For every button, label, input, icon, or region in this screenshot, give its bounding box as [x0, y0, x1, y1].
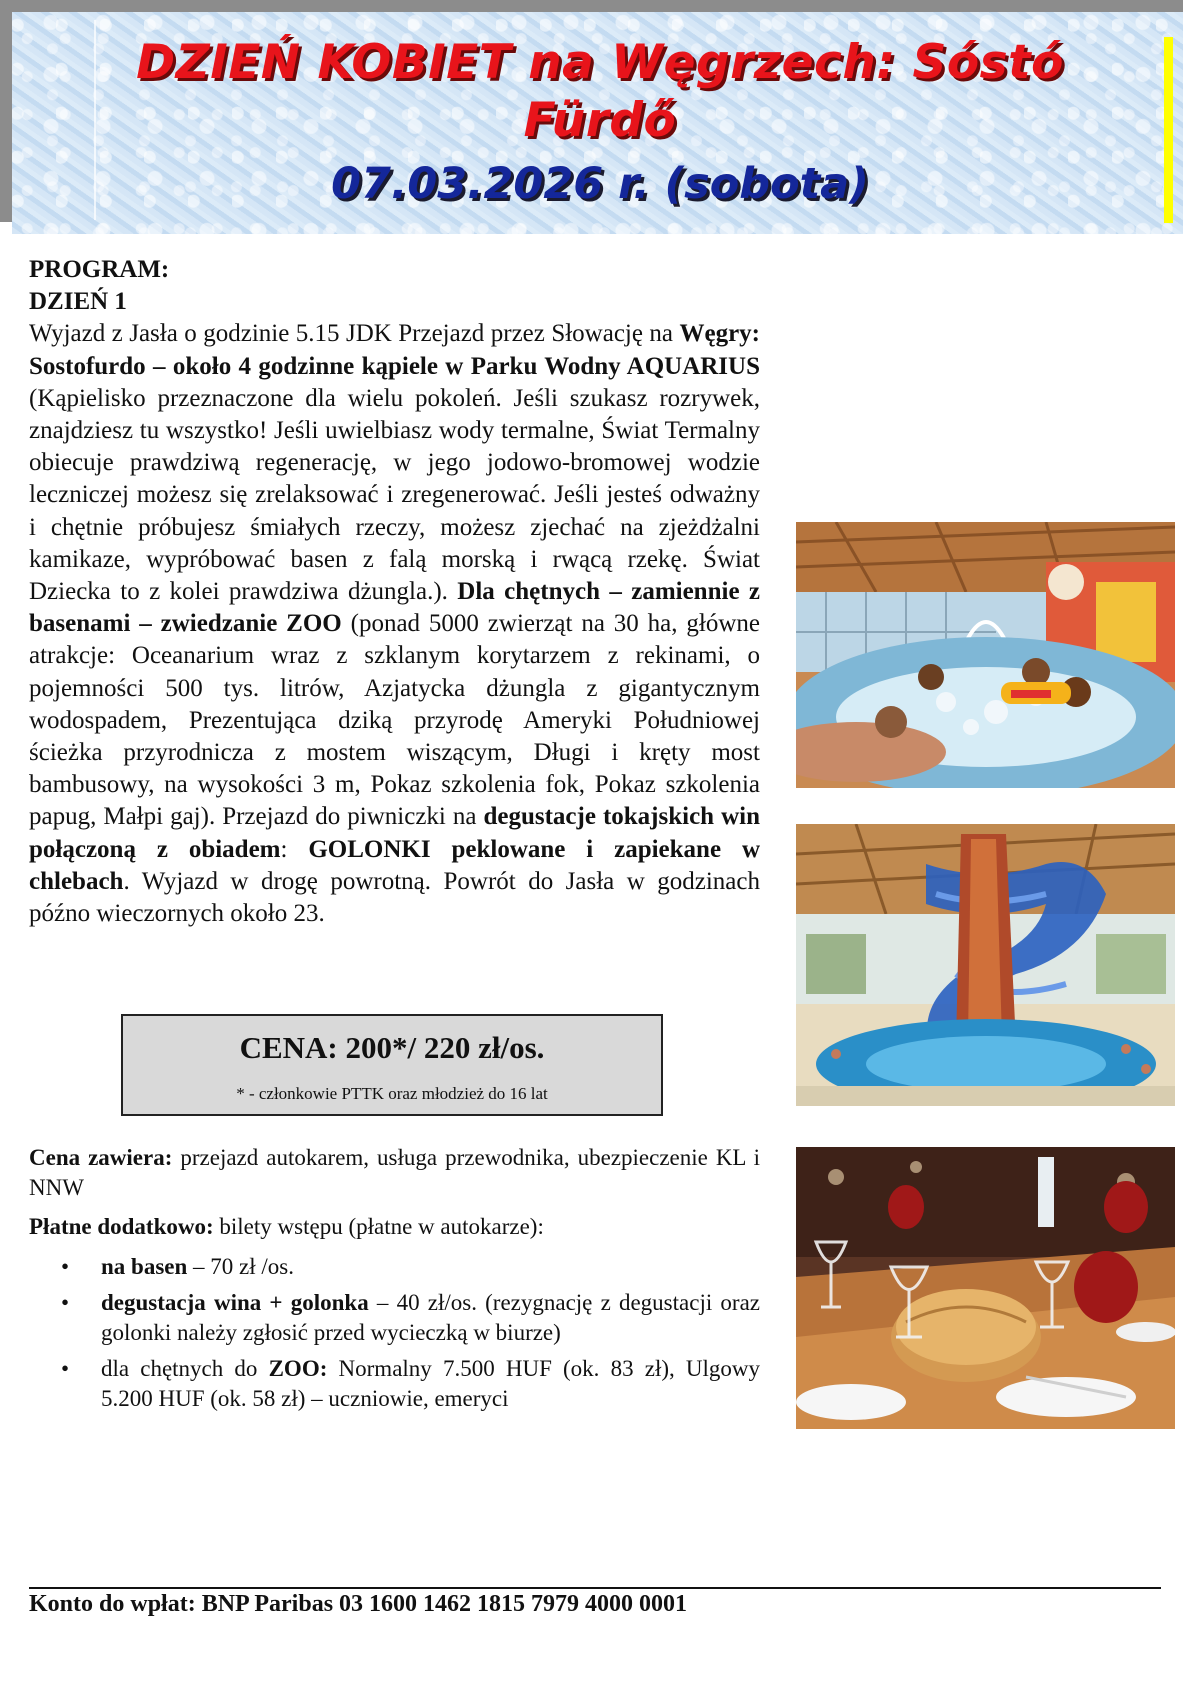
item-label: degustacja wina + golonka — [101, 1290, 369, 1315]
item-text: – 70 zł /os. — [187, 1254, 294, 1279]
bullet-icon: • — [61, 1254, 70, 1279]
list-item — [58, 1288, 760, 1348]
photo-aquapark-slide — [796, 824, 1175, 1106]
day-heading: DZIEŃ 1 — [29, 288, 127, 316]
extra-costs-list — [58, 1252, 760, 1420]
photo-dinner-table — [796, 1147, 1175, 1429]
bullet-icon: • — [61, 1290, 70, 1315]
list-item — [58, 1252, 760, 1282]
item-text: Normalny 7.500 HUF (ok. 83 zł), Ulgowy 5.200 HUF (ok. 58 zł) – uczniowie, emeryci — [101, 1356, 761, 1411]
program-text: (Kąpielisko przeznaczone dla wielu pokoleń. Jeśli szukasz rozrywek, znajdziesz tu wszystko! Jeśli uwielbiasz wody termalne, Świat Termalny obiecuje prawdziwą regenerację, w jego jodowo-bromowej wodzie leczniczej możesz się zrelaksować i zregenerować. Jeśli jesteś odważny i chętnie próbujesz śmiałych rzeczy, możesz zjechać na zjeżdżalni kamikaze, wypróbować basen z falą morską i rwącą rzekę. Świat Dziecka to z kolei prawdziwa dżungla.). — [29, 384, 760, 606]
program-section — [29, 254, 760, 930]
program-text: . Wyjazd w drogę powrotną. Powrót do Jasła w godzinach późno wieczornych około 23. — [29, 867, 760, 928]
program-text: Wyjazd z Jasła o godzinie 5.15 JDK Przejazd przez Słowację na — [29, 320, 680, 348]
price-label: CENA: 200*/ 220 zł/os. — [239, 1030, 545, 1065]
page-title: DZIEŃ KOBIET na Węgrzech: Sóstó Fürdő — [136, 35, 1064, 148]
program-description — [29, 318, 760, 930]
program-highlight: Dla chętnych – zamiennie z basenami – zwiedzanie ZOO — [29, 578, 761, 638]
program-text: : — [280, 835, 309, 863]
item-label: na basen — [101, 1254, 188, 1279]
program-heading: PROGRAM: — [29, 256, 170, 283]
program-highlight: Węgry: Sostofurdo – około 4 godzinne kąpiele w Parku Wodny AQUARIUS — [29, 320, 760, 380]
extras-text: bilety wstępu (płatne w autokarze): — [213, 1214, 544, 1239]
header-top-border — [0, 0, 1183, 12]
extras-label: Płatne dodatkowo: — [29, 1214, 214, 1239]
item-text: – 40 zł/os. (rezygnację z degustacji oraz golonki należy zgłosić przed wycieczką w biurze) — [101, 1290, 760, 1345]
includes-text: przejazd autokarem, usługa przewodnika, ubezpieczenie KL i NNW — [29, 1145, 760, 1200]
program-highlight: degustacje tokajskich win połączoną z obiadem — [29, 803, 760, 863]
event-date: 07.03.2026 r. (sobota) — [331, 159, 869, 209]
banner-yellow-stripe — [1164, 37, 1173, 223]
bullet-icon: • — [61, 1356, 70, 1381]
price-includes — [29, 1143, 760, 1203]
item-label: ZOO: — [268, 1356, 328, 1381]
bank-account: Konto do wpłat: BNP Paribas 03 1600 1462 1815 7979 4000 0001 — [29, 1591, 688, 1617]
program-text: (ponad 5000 zwierząt na 30 ha, główne atrakcje: Oceanarium wraz z szklanym korytarzem z rekinami, o pojemności 500 tys. litrów, Azjatycka dżungla z gigantycznym wodospadem, Prezentująca dziką przyrodę Ameryki Południowej ścieżka przyrodnicza z mostem wiszącym, Długi i kręty most bambusowy, na wysokości 3 m, Pokaz szkolenia fok, Pokaz szkolenia papug, Małpi gaj). Przejazd do piwniczki na — [29, 610, 761, 831]
extra-costs-heading — [29, 1212, 760, 1242]
list-item — [58, 1354, 760, 1414]
price-box — [121, 1014, 663, 1116]
includes-label: Cena zawiera: — [29, 1145, 173, 1170]
price-note: * - członkowie PTTK oraz młodzież do 16 lat — [236, 1084, 548, 1103]
item-prefix: dla chętnych do — [101, 1356, 269, 1381]
program-highlight: GOLONKI peklowane i zapiekane w chlebach — [29, 835, 760, 895]
photo-aquapark-jacuzzi — [796, 522, 1175, 788]
header-left-border — [0, 0, 12, 222]
